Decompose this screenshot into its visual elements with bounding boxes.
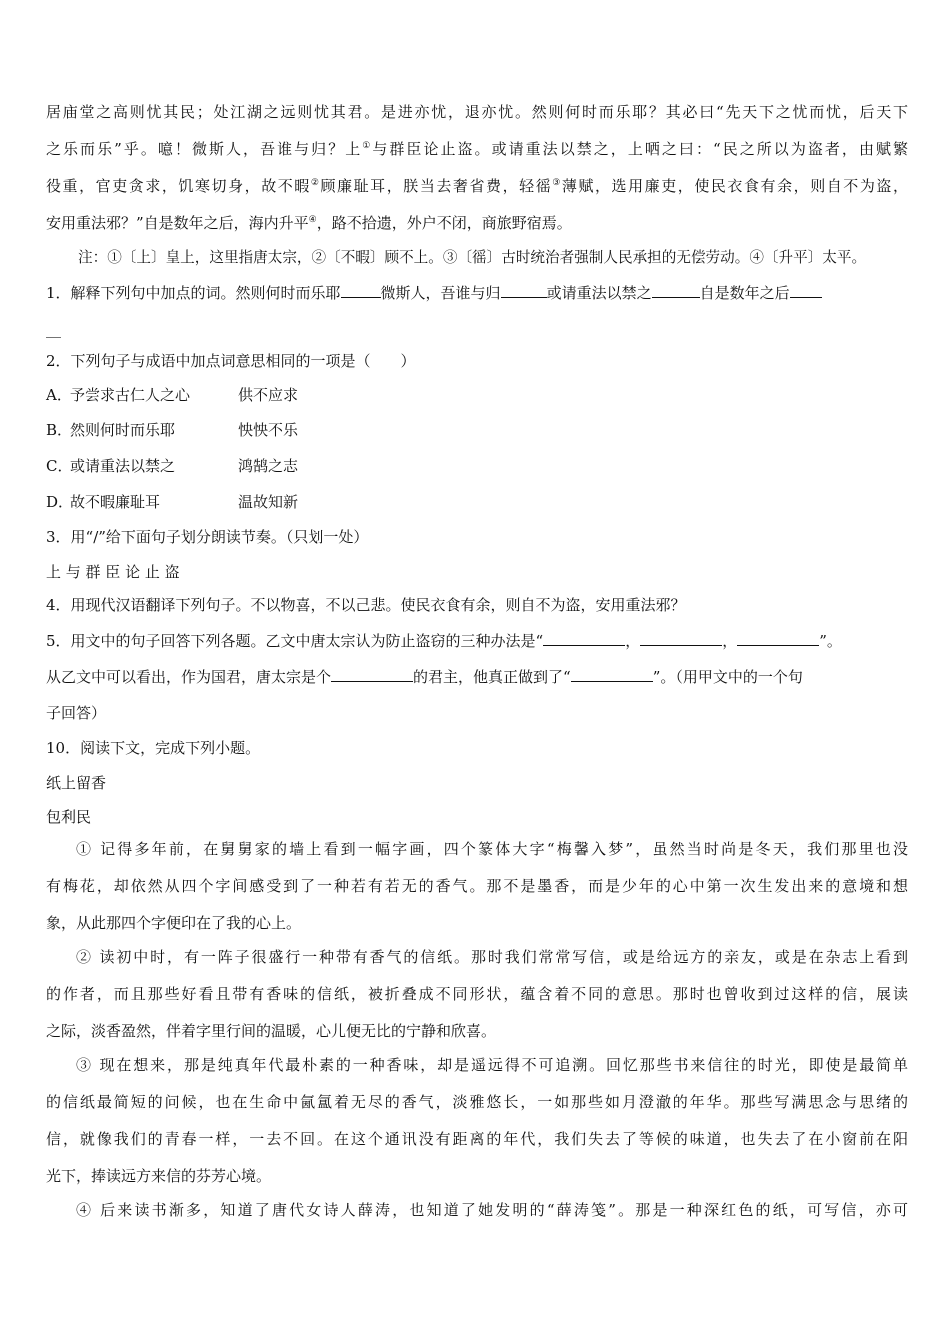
paragraph-3-line: 信，就像我们的青春一样，一去不回。在这个通讯没有距离的年代，我们失去了等候的味道，也失去了在小窗前在阳 <box>46 1130 908 1148</box>
article-author: 包利民 <box>46 808 92 826</box>
passage-line-1: 居庙堂之高则忧其民；处江湖之远则忧其君。是进亦忧，退亦忧。然则何时而乐耶？其必曰“先天下之忧而忧，后天下 <box>46 103 908 121</box>
answer-blank[interactable] <box>737 631 819 646</box>
paragraph-2-line: 之际，淡香盈然，伴着字里行间的温暖，心儿便无比的宁静和欣喜。 <box>46 1022 497 1040</box>
footnote-ref-3: ③ <box>552 178 562 188</box>
paragraph-2-line: ② 读初中时，有一阵子很盛行一种带有香气的信纸。那时我们常常写信，或是给远方的亲友，或是在杂志上看到 <box>76 948 908 966</box>
article-title: 纸上留香 <box>46 774 107 792</box>
passage-line-2: 之乐而乐”乎。噫！微斯人，吾谁与归？上①与群臣论止盗。或请重法以禁之，上哂之曰：“民之所以为盗者，由赋繁 <box>46 140 909 158</box>
question-3-stem: 3．用“/”给下面句子划分朗读节奏。（只划一处） <box>46 528 369 546</box>
option-a[interactable]: A．予尝求古仁人之心 供不应求 <box>46 386 299 404</box>
answer-blank[interactable] <box>501 283 547 298</box>
answer-blank[interactable] <box>341 283 381 298</box>
question-5-line-3: 子回答） <box>46 704 107 722</box>
answer-blank[interactable] <box>790 283 822 298</box>
question-3-sentence: 上 与 群 臣 论 止 盗 <box>46 563 180 581</box>
question-1: 1．解释下列句中加点的词。然则何时而乐耶 微斯人，吾谁与归 或请重法以禁之 自是数年之后 <box>46 282 908 304</box>
paragraph-1-line: 有梅花，却依然从四个字间感受到了一种若有若无的香气。那不是墨香，而是少年的心中第一次生发出来的意境和想 <box>46 877 908 895</box>
footnote-ref-2: ② <box>310 178 321 188</box>
footnote-ref-1: ① <box>362 141 373 151</box>
paragraph-1-line: 象，从此那四个字便印在了我的心上。 <box>46 914 302 932</box>
answer-blank[interactable] <box>331 667 413 682</box>
footnote-ref-4: ④ <box>308 215 317 225</box>
question-10-stem: 10．阅读下文，完成下列小题。 <box>46 739 261 757</box>
passage-line-4: 安用重法邪？”自是数年之后，海内升平④，路不拾遗，外户不闭，商旅野宿焉。 <box>46 214 572 232</box>
option-d[interactable]: D．故不暇廉耻耳 温故知新 <box>46 493 299 511</box>
question-5-line-2: 从乙文中可以看出，作为国君，唐太宗是个 的君主，他真正做到了“ ”。（用甲文中的一个句 <box>46 668 803 686</box>
answer-blank[interactable] <box>543 631 625 646</box>
option-b[interactable]: B．然则何时而乐耶 怏怏不乐 <box>46 421 299 439</box>
paragraph-3-line: ③ 现在想来，那是纯真年代最朴素的一种香味，却是遥远得不可追溯。回忆那些书来信往的时光，即使是最简单 <box>76 1056 908 1074</box>
question-4: 4．用现代汉语翻译下列句子。不以物喜，不以己悲。使民衣食有余，则自不为盗，安用重法邪？ <box>46 596 686 614</box>
paragraph-1-line: ① 记得多年前，在舅舅家的墙上看到一幅字画，四个篆体大字“梅馨入梦”，虽然当时尚是冬天，我们那里也没 <box>76 840 908 858</box>
question-5-line-1: 5．用文中的句子回答下列各题。乙文中唐太宗认为防止盗窃的三种办法是“ ， ， ”。 <box>46 632 842 650</box>
question-2-stem: 2．下列句子与成语中加点词意思相同的一项是（ ） <box>46 352 416 370</box>
paragraph-3-line: 光下，捧读远方来信的芬芳心境。 <box>46 1167 272 1185</box>
answer-blank[interactable] <box>652 283 700 298</box>
option-c[interactable]: C．或请重法以禁之 鸿鹄之志 <box>46 457 299 475</box>
question-1-continuation: __ <box>46 320 61 338</box>
answer-blank[interactable] <box>571 667 653 682</box>
answer-blank[interactable] <box>640 631 722 646</box>
footnote-line: 注：①〔上〕皇上，这里指唐太宗，②〔不暇〕顾不上。③〔徭〕古时统治者强制人民承担的无偿劳动。④〔升平〕太平。 <box>78 249 867 266</box>
passage-line-3: 役重，官吏贪求，饥寒切身，故不暇②顾廉耻耳，朕当去奢省费，轻徭③薄赋，选用廉吏，使民衣食有余，则自不为盗， <box>46 177 908 195</box>
paragraph-2-line: 的作者，而且那些好看且带有香味的信纸，被折叠成不同形状，蕴含着不同的意思。那时也曾收到过这样的信，展读 <box>46 985 908 1003</box>
paragraph-4-line: ④ 后来读书渐多，知道了唐代女诗人薛涛，也知道了她发明的“薛涛笺”。那是一种深红色的纸，可写信，亦可 <box>76 1201 908 1219</box>
paragraph-3-line: 的信纸最简短的问候，也在生命中氤氲着无尽的香气，淡雅悠长，一如那些如月澄澈的年华。那些写满思念与思绪的 <box>46 1093 908 1111</box>
